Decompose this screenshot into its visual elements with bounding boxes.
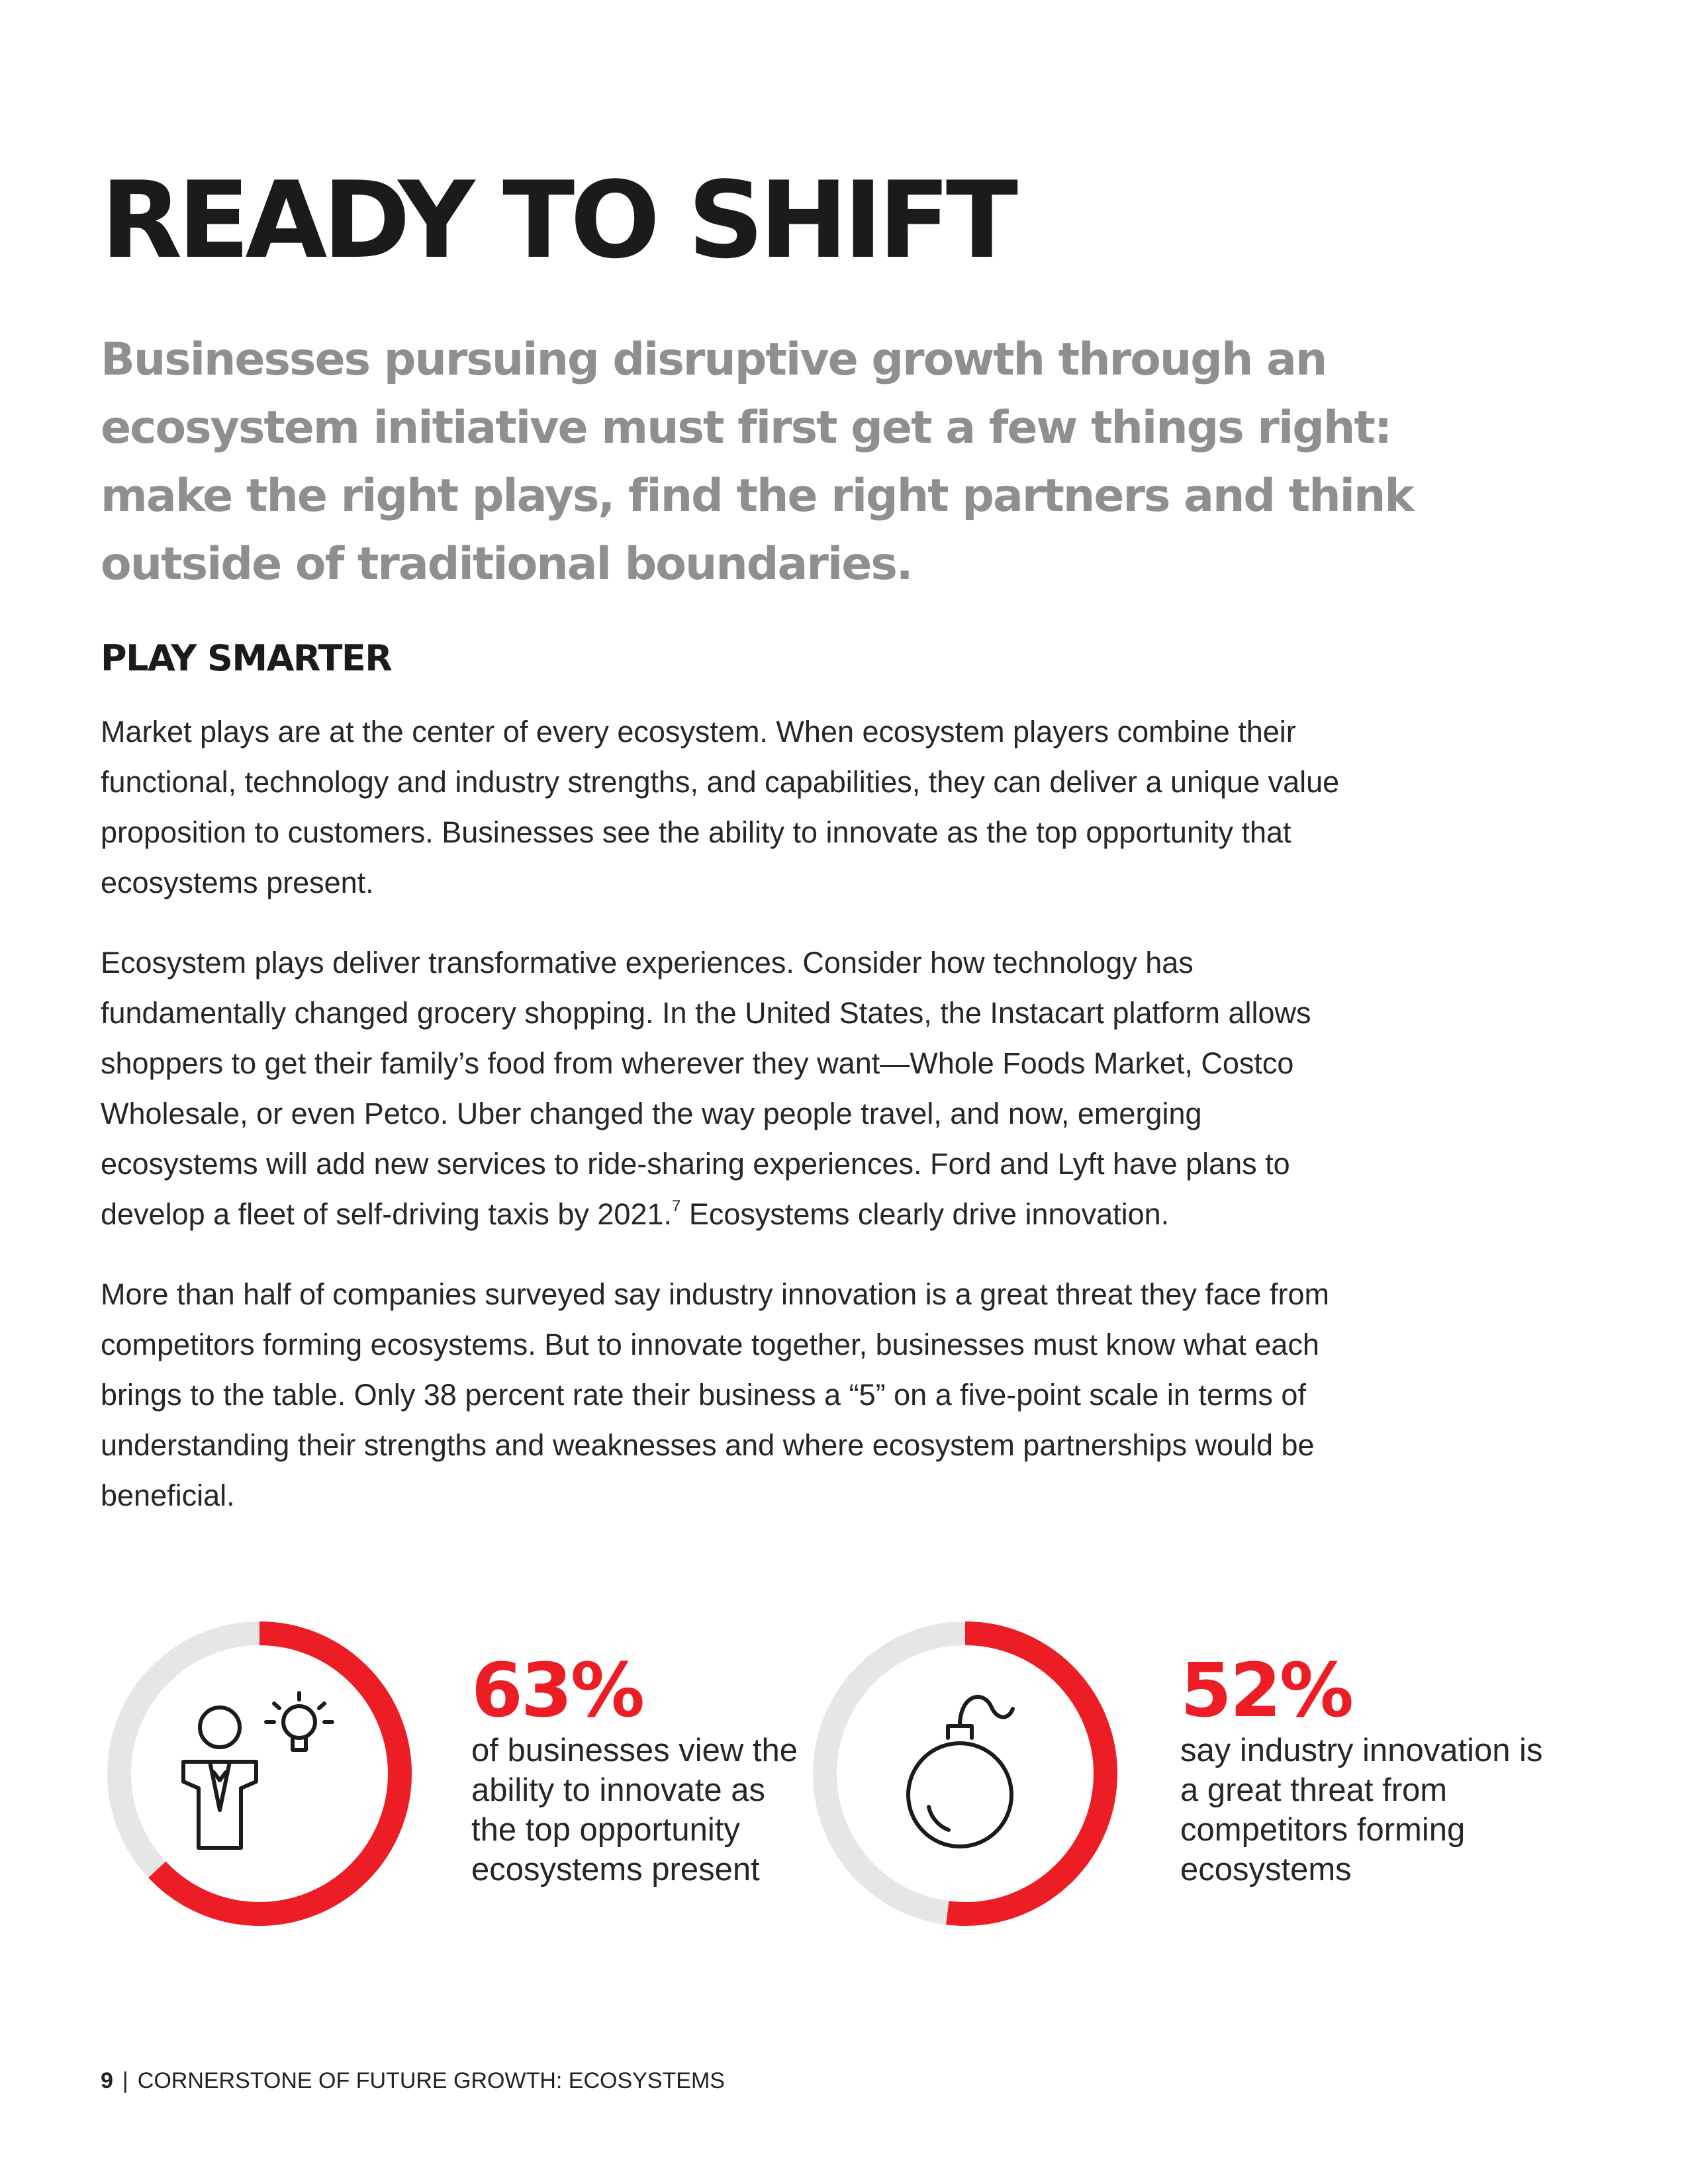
page-footer bbox=[101, 2068, 725, 2094]
lead-paragraph: Businesses pursuing disruptive growth through an ecosystem initiative must first get a few things right: make the right plays, find the right partners and think outside of traditional boundaries. bbox=[101, 334, 1413, 590]
footnote-reference: 7 bbox=[672, 1197, 681, 1215]
page-number: 9 bbox=[101, 2068, 113, 2093]
footer-title: CORNERSTONE OF FUTURE GROWTH: ECOSYSTEMS bbox=[137, 2068, 725, 2093]
stat-value-2: 52% bbox=[1180, 1648, 1352, 1734]
footer-separator: | bbox=[122, 2068, 128, 2093]
stat-block-2 bbox=[806, 1615, 1548, 1985]
donut-chart-2 bbox=[806, 1615, 1124, 1933]
paragraph-1: Market plays are at the center of every ecosystem. When ecosystem players combine their functional, technology and industry strengths, and capabilities, they can deliver a unique value proposition to customers. Businesses see the ability to innovate as the top opportunity that ecosystems present. bbox=[101, 715, 1340, 899]
donut-chart-1 bbox=[101, 1615, 418, 1933]
stat-value-1: 63% bbox=[471, 1648, 643, 1734]
body-copy bbox=[101, 707, 1358, 1551]
paragraph-2-text: Ecosystem plays deliver transformative experiences. Consider how technology has fundamentally changed grocery shopping. In the United States, the Instacart platform allows shoppers to get their family’s food from wherever they want—Whole Foods Market, Costco Wholesale, or even Petco. Uber changed the way people travel, and now, emerging ecosystems will add new services to ride-sharing experiences. Ford and Lyft have plans to develop a fleet of self-driving taxis by 2021. bbox=[101, 946, 1311, 1231]
section-heading: PLAY SMARTER bbox=[101, 637, 392, 679]
stat-block-1 bbox=[101, 1615, 829, 1985]
bomb-icon bbox=[908, 1697, 1013, 1846]
paragraph-2 bbox=[101, 938, 1358, 1240]
stat-text-1 bbox=[471, 1648, 816, 1889]
stat-description-1: of businesses view the ability to innovate as the top opportunity ecosystems present bbox=[471, 1733, 798, 1888]
businessman-lightbulb-icon bbox=[183, 1693, 332, 1848]
stat-text-2 bbox=[1180, 1648, 1551, 1889]
page-title: READY TO SHIFT bbox=[101, 158, 1014, 282]
paragraph-3: More than half of companies surveyed say industry innovation is a great threat they face from competitors forming ecosystems. But to innovate together, businesses must know what each brings to the table. Only 38 percent rate their business a “5” on a five-point scale in terms of understanding their strengths and weaknesses and where ecosystem partnerships would be beneficial. bbox=[101, 1277, 1329, 1512]
paragraph-2-text-end: Ecosystems clearly drive innovation. bbox=[680, 1197, 1170, 1231]
stat-description-2: say industry innovation is a great threat from competitors forming ecosystems bbox=[1180, 1733, 1543, 1888]
